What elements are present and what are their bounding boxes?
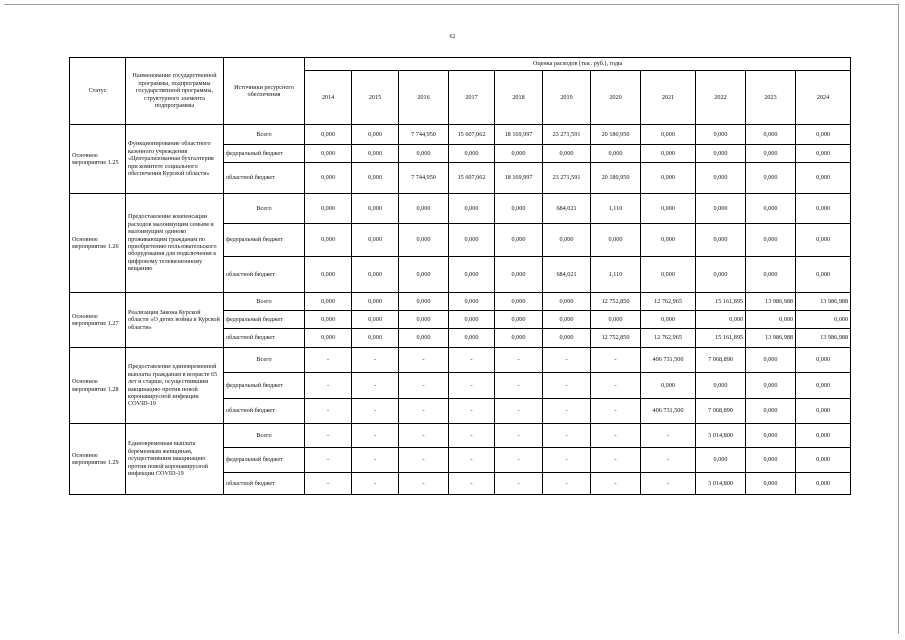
value-cell: 13 986,988	[746, 293, 796, 311]
value-cell: 1,110	[591, 257, 641, 293]
status-cell: Основное мероприятие 1.25	[70, 125, 126, 194]
value-cell: -	[543, 373, 591, 399]
value-cell: 0,000	[796, 194, 851, 224]
table-row	[70, 293, 851, 311]
value-cell: 12 762,965	[641, 293, 696, 311]
value-cell: -	[449, 424, 495, 448]
value-cell: 0,000	[641, 145, 696, 163]
value-cell: 0,000	[352, 125, 399, 145]
value-cell: -	[305, 448, 352, 473]
value-cell: 0,000	[352, 293, 399, 311]
value-cell: 0,000	[449, 194, 495, 224]
value-cell: 0,000	[641, 163, 696, 194]
value-cell: 0,000	[495, 145, 543, 163]
value-cell: -	[352, 448, 399, 473]
value-cell: 0,000	[352, 145, 399, 163]
value-cell: 0,000	[352, 311, 399, 329]
value-cell: 0,000	[696, 125, 746, 145]
value-cell: 0,000	[495, 224, 543, 257]
value-cell: 0,000	[696, 257, 746, 293]
value-cell: 0,000	[746, 194, 796, 224]
value-cell: -	[305, 399, 352, 424]
value-cell: -	[352, 424, 399, 448]
value-cell: 0,000	[543, 224, 591, 257]
value-cell: -	[495, 348, 543, 373]
header-year: 2020	[591, 71, 641, 125]
value-cell: 15 161,895	[696, 329, 746, 348]
value-cell: 0,000	[449, 224, 495, 257]
status-cell: Основное мероприятие 1.26	[70, 194, 126, 293]
value-cell: -	[449, 373, 495, 399]
value-cell: 0,000	[305, 224, 352, 257]
source-cell: областной бюджет	[224, 257, 305, 293]
header-year: 2017	[449, 71, 495, 125]
value-cell: 0,000	[641, 373, 696, 399]
value-cell: 0,000	[641, 224, 696, 257]
value-cell: 0,000	[796, 257, 851, 293]
value-cell: 0,000	[641, 125, 696, 145]
value-cell: 0,000	[796, 373, 851, 399]
value-cell: 18 169,997	[495, 125, 543, 145]
value-cell: 0,000	[399, 329, 449, 348]
value-cell: -	[399, 448, 449, 473]
value-cell: -	[591, 473, 641, 495]
value-cell: -	[591, 448, 641, 473]
value-cell: 0,000	[399, 145, 449, 163]
value-cell: 0,000	[696, 373, 746, 399]
value-cell: -	[543, 448, 591, 473]
value-cell: 23 271,591	[543, 125, 591, 145]
value-cell: 0,000	[495, 194, 543, 224]
value-cell: 20 180,950	[591, 125, 641, 145]
value-cell: 0,000	[796, 163, 851, 194]
header-year: 2023	[746, 71, 796, 125]
value-cell: 0,000	[449, 329, 495, 348]
budget-table	[69, 57, 851, 495]
source-cell: федеральный бюджет	[224, 448, 305, 473]
value-cell: -	[591, 373, 641, 399]
value-cell: 0,000	[746, 145, 796, 163]
value-cell: 0,000	[746, 373, 796, 399]
value-cell: 684,021	[543, 194, 591, 224]
source-cell: Всего	[224, 194, 305, 224]
value-cell: 0,000	[746, 257, 796, 293]
table-row	[70, 348, 851, 373]
value-cell: 0,000	[746, 399, 796, 424]
value-cell: 0,000	[305, 329, 352, 348]
value-cell: 0,000	[746, 448, 796, 473]
source-cell: Всего	[224, 348, 305, 373]
table-row	[70, 125, 851, 145]
value-cell: -	[399, 424, 449, 448]
value-cell: -	[543, 473, 591, 495]
value-cell: 0,000	[796, 348, 851, 373]
value-cell: 0,000	[746, 348, 796, 373]
value-cell: 0,000	[796, 311, 851, 329]
header-name: Наименование государственной программы, подпрограммы государственной программы, структурного элемента подпрограммы	[126, 58, 224, 125]
value-cell: -	[305, 373, 352, 399]
value-cell: 0,000	[352, 194, 399, 224]
value-cell: -	[591, 348, 641, 373]
value-cell: -	[305, 424, 352, 448]
value-cell: 406 731,500	[641, 399, 696, 424]
value-cell: 0,000	[543, 329, 591, 348]
value-cell: 1,110	[591, 194, 641, 224]
value-cell: -	[305, 348, 352, 373]
value-cell: 0,000	[746, 311, 796, 329]
value-cell: -	[641, 424, 696, 448]
source-cell: Всего	[224, 125, 305, 145]
value-cell: 0,000	[796, 473, 851, 495]
source-cell: областной бюджет	[224, 399, 305, 424]
value-cell: -	[543, 399, 591, 424]
value-cell: 15 161,895	[696, 293, 746, 311]
value-cell: -	[495, 373, 543, 399]
value-cell: 15 607,062	[449, 125, 495, 145]
value-cell: 684,021	[543, 257, 591, 293]
value-cell: 7 068,890	[696, 399, 746, 424]
value-cell: 0,000	[449, 311, 495, 329]
value-cell: -	[449, 348, 495, 373]
table-body	[70, 125, 851, 495]
value-cell: 0,000	[796, 145, 851, 163]
value-cell: 0,000	[641, 311, 696, 329]
value-cell: 0,000	[696, 448, 746, 473]
value-cell: 0,000	[399, 194, 449, 224]
value-cell: -	[543, 348, 591, 373]
value-cell: 13 986,988	[746, 329, 796, 348]
header-cost: Оценка расходов (тыс. руб.), годы	[305, 58, 851, 71]
value-cell: 0,000	[305, 257, 352, 293]
value-cell: 13 986,988	[796, 293, 851, 311]
value-cell: 0,000	[305, 125, 352, 145]
value-cell: 0,000	[591, 145, 641, 163]
value-cell: 0,000	[399, 311, 449, 329]
value-cell: -	[399, 348, 449, 373]
value-cell: 0,000	[305, 163, 352, 194]
value-cell: -	[495, 424, 543, 448]
value-cell: 0,000	[796, 448, 851, 473]
table-row	[70, 424, 851, 448]
header-year: 2016	[399, 71, 449, 125]
value-cell: 0,000	[746, 224, 796, 257]
value-cell: 0,000	[449, 257, 495, 293]
value-cell: 0,000	[696, 163, 746, 194]
source-cell: федеральный бюджет	[224, 145, 305, 163]
value-cell: 18 169,997	[495, 163, 543, 194]
value-cell: 12 752,850	[591, 329, 641, 348]
header-year: 2021	[641, 71, 696, 125]
value-cell: -	[399, 373, 449, 399]
source-cell: федеральный бюджет	[224, 311, 305, 329]
status-cell: Основное мероприятие 1.27	[70, 293, 126, 348]
value-cell: 0,000	[696, 311, 746, 329]
value-cell: 0,000	[796, 125, 851, 145]
value-cell: 0,000	[543, 311, 591, 329]
value-cell: 0,000	[399, 257, 449, 293]
value-cell: 0,000	[305, 194, 352, 224]
value-cell: 0,000	[449, 145, 495, 163]
value-cell: -	[495, 473, 543, 495]
header-year: 2015	[352, 71, 399, 125]
value-cell: -	[352, 373, 399, 399]
value-cell: 0,000	[796, 399, 851, 424]
value-cell: 0,000	[543, 293, 591, 311]
program-name-cell: Реализация Закона Курской области «О детях войны в Курской области»	[126, 293, 224, 348]
value-cell: 0,000	[696, 145, 746, 163]
value-cell: 0,000	[746, 473, 796, 495]
value-cell: 0,000	[641, 257, 696, 293]
value-cell: 13 986,988	[796, 329, 851, 348]
value-cell: 23 271,591	[543, 163, 591, 194]
value-cell: 0,000	[696, 194, 746, 224]
value-cell: 0,000	[495, 311, 543, 329]
value-cell: -	[449, 399, 495, 424]
value-cell: -	[641, 448, 696, 473]
value-cell: 0,000	[399, 224, 449, 257]
header-status: Статус	[70, 58, 126, 125]
source-cell: Всего	[224, 293, 305, 311]
source-cell: федеральный бюджет	[224, 373, 305, 399]
header-sources: Источники ресурсного обеспечения	[224, 58, 305, 125]
value-cell: 3 014,800	[696, 473, 746, 495]
value-cell: 0,000	[696, 224, 746, 257]
value-cell: 0,000	[543, 145, 591, 163]
value-cell: 0,000	[796, 424, 851, 448]
header-year: 2019	[543, 71, 591, 125]
value-cell: 0,000	[746, 125, 796, 145]
program-name-cell: Функционирование областного казенного учреждения «Централизованная бухгалтерия при комитете социального обеспечения Курской области»	[126, 125, 224, 194]
value-cell: -	[449, 473, 495, 495]
value-cell: 7 744,950	[399, 125, 449, 145]
value-cell: 0,000	[495, 293, 543, 311]
value-cell: 0,000	[495, 257, 543, 293]
status-cell: Основное мероприятие 1.29	[70, 424, 126, 495]
value-cell: 12 752,850	[591, 293, 641, 311]
value-cell: 0,000	[495, 329, 543, 348]
value-cell: -	[352, 399, 399, 424]
header-year: 2018	[495, 71, 543, 125]
program-name-cell: Предоставление компенсации расходов малоимущим семьям и малоимущим одиноко проживающим гражданам по приобретению пользовательского оборудования для подключения к цифровому телевизионному вещанию	[126, 194, 224, 293]
value-cell: 7 068,890	[696, 348, 746, 373]
value-cell: 0,000	[399, 293, 449, 311]
program-name-cell: Единовременная выплата беременным женщинам, осуществившим вакцинацию против новой коронавирусной инфекции COVID-19	[126, 424, 224, 495]
value-cell: 0,000	[746, 163, 796, 194]
header-year: 2014	[305, 71, 352, 125]
table-row	[70, 194, 851, 224]
value-cell: -	[591, 424, 641, 448]
value-cell: -	[352, 473, 399, 495]
value-cell: -	[495, 399, 543, 424]
value-cell: -	[399, 473, 449, 495]
value-cell: 0,000	[305, 293, 352, 311]
value-cell: 12 762,965	[641, 329, 696, 348]
value-cell: 406 731,500	[641, 348, 696, 373]
value-cell: -	[399, 399, 449, 424]
source-cell: Всего	[224, 424, 305, 448]
value-cell: 0,000	[352, 163, 399, 194]
value-cell: 0,000	[352, 329, 399, 348]
value-cell: 0,000	[352, 224, 399, 257]
value-cell: 7 744,950	[399, 163, 449, 194]
value-cell: -	[543, 424, 591, 448]
source-cell: областной бюджет	[224, 329, 305, 348]
value-cell: -	[591, 399, 641, 424]
value-cell: 20 180,950	[591, 163, 641, 194]
source-cell: областной бюджет	[224, 163, 305, 194]
value-cell: 0,000	[641, 194, 696, 224]
program-name-cell: Предоставление единовременной выплаты гражданам в возрасте 65 лет и старше, осуществившим вакцинацию против новой коронавирусной инфекции COVID-19	[126, 348, 224, 424]
header-year: 2024	[796, 71, 851, 125]
value-cell: 0,000	[796, 224, 851, 257]
value-cell: 15 607,062	[449, 163, 495, 194]
value-cell: -	[641, 473, 696, 495]
value-cell: 0,000	[305, 311, 352, 329]
value-cell: 0,000	[591, 224, 641, 257]
value-cell: 0,000	[746, 424, 796, 448]
header-year: 2022	[696, 71, 746, 125]
source-cell: областной бюджет	[224, 473, 305, 495]
value-cell: -	[449, 448, 495, 473]
source-cell: федеральный бюджет	[224, 224, 305, 257]
status-cell: Основное мероприятие 1.28	[70, 348, 126, 424]
page-number: 62	[449, 34, 456, 40]
value-cell: -	[305, 473, 352, 495]
value-cell: 0,000	[352, 257, 399, 293]
value-cell: -	[495, 448, 543, 473]
value-cell: 0,000	[449, 293, 495, 311]
value-cell: 0,000	[305, 145, 352, 163]
value-cell: 0,000	[591, 311, 641, 329]
table-header	[70, 58, 851, 125]
value-cell: -	[352, 348, 399, 373]
value-cell: 3 014,800	[696, 424, 746, 448]
